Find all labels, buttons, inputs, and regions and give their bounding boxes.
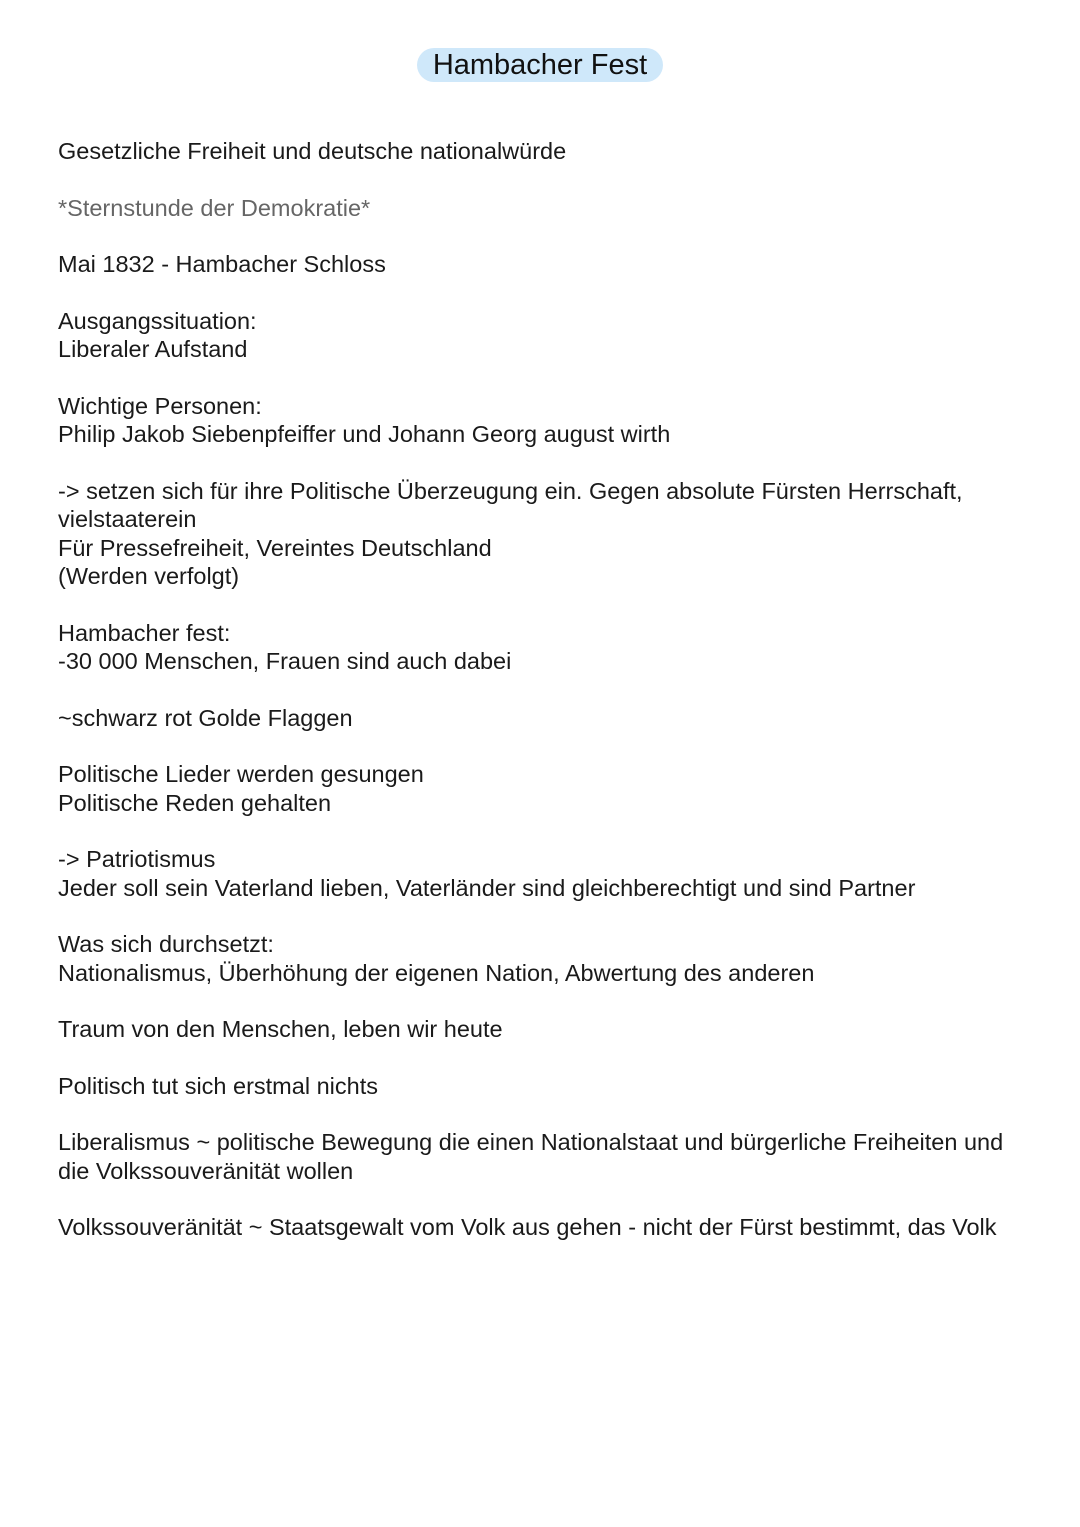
- paragraph-flaggen: [58, 704, 1028, 733]
- paragraph-nationalismus: [58, 930, 1028, 987]
- paragraph-personen: [58, 392, 1028, 449]
- title-area: [0, 48, 1080, 82]
- text-line: -> Patriotismus: [58, 846, 216, 872]
- text-line: (Werden verfolgt): [58, 563, 240, 589]
- text-line: Politisch tut sich erstmal nichts: [58, 1072, 378, 1099]
- text-line: -> setzen sich für ihre Politische Überzeugung ein. Gegen absolute Fürsten Herrschaft, vielstaaterein: [58, 477, 963, 532]
- paragraph-ziele: [58, 477, 1028, 591]
- paragraph-sternstunde: [58, 194, 1028, 223]
- paragraph-date: [58, 250, 1028, 279]
- text-line: Liberaler Aufstand: [58, 336, 248, 362]
- text-line: Gesetzliche Freiheit und deutsche nationalwürde: [58, 138, 567, 164]
- text-line: Für Pressefreiheit, Vereintes Deutschland: [58, 534, 492, 561]
- text-line: Politische Reden gehalten: [58, 789, 332, 816]
- paragraph-liberalismus: [58, 1128, 1028, 1185]
- text-line: Wichtige Personen:: [58, 392, 262, 419]
- paragraph-volkssouveraenitaet: [58, 1213, 1028, 1242]
- paragraph-fest: [58, 619, 1028, 676]
- text-line: Politische Lieder werden gesungen: [58, 761, 424, 787]
- paragraph-traum: [58, 1015, 1028, 1044]
- text-line: Ausgangssituation:: [58, 307, 257, 334]
- text-line: Jeder soll sein Vaterland lieben, Vaterländer sind gleichberechtigt und sind Partner: [58, 874, 916, 901]
- notes-body: [58, 137, 1028, 1270]
- text-line: Was sich durchsetzt:: [58, 931, 274, 957]
- paragraph-ausgangssituation: [58, 307, 1028, 364]
- paragraph-patriotismus: [58, 845, 1028, 902]
- text-line: Mai 1832 - Hambacher Schloss: [58, 251, 386, 277]
- page-title: Hambacher Fest: [417, 48, 663, 82]
- text-line: Traum von den Menschen, leben wir heute: [58, 1016, 503, 1042]
- paragraph-politisch: [58, 1072, 1028, 1101]
- text-line: Hambacher fest:: [58, 619, 231, 646]
- text-line: Liberalismus ~ politische Bewegung die einen Nationalstaat und bürgerliche Freiheiten und die Volkssouveränität wollen: [58, 1129, 1004, 1184]
- text-line: *Sternstunde der Demokratie*: [58, 194, 371, 221]
- text-line: -30 000 Menschen, Frauen sind auch dabei: [58, 648, 512, 674]
- text-line: ~schwarz rot Golde Flaggen: [58, 704, 353, 731]
- paragraph-subtitle: [58, 137, 1028, 166]
- paragraph-lieder: [58, 760, 1028, 817]
- text-line: Volkssouveränität ~ Staatsgewalt vom Volk aus gehen - nicht der Fürst bestimmt, das Volk: [58, 1214, 997, 1240]
- text-line: Philip Jakob Siebenpfeiffer und Johann Georg august wirth: [58, 421, 671, 447]
- text-line: Nationalismus, Überhöhung der eigenen Nation, Abwertung des anderen: [58, 959, 815, 986]
